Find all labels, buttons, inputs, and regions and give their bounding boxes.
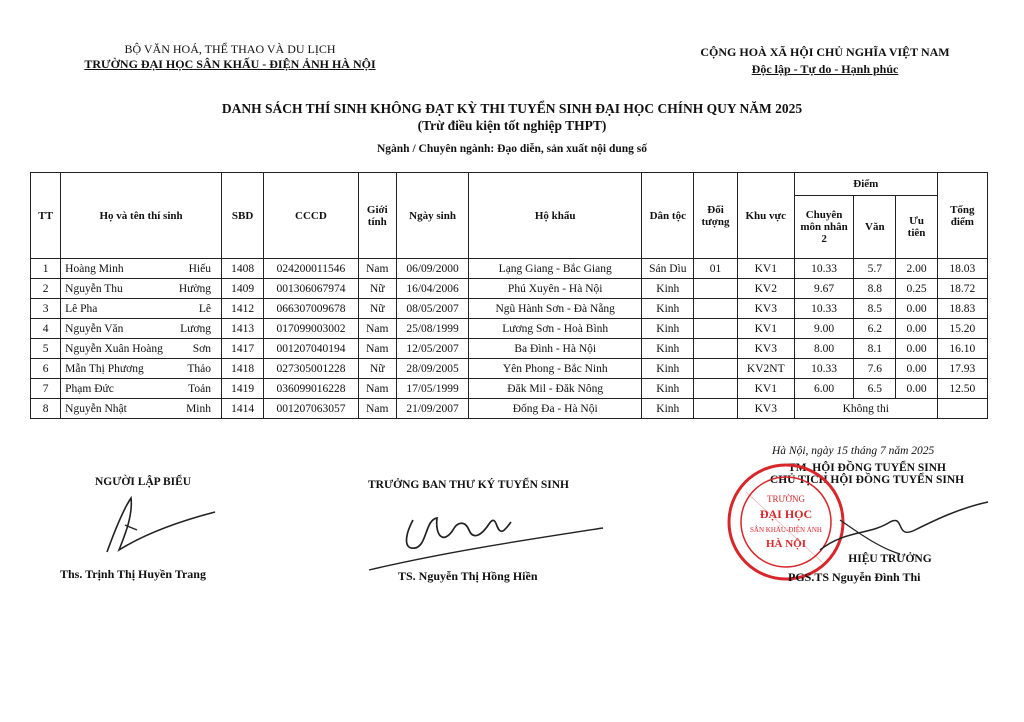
document-title-block (0, 100, 1024, 134)
cell-cccd: 024200011546 (264, 259, 358, 279)
cell-major-score: 10.33 (794, 299, 853, 319)
table-row (31, 339, 988, 359)
cell-total: 18.83 (937, 299, 987, 319)
cell-priority: 01 (694, 259, 737, 279)
seal-line1: TRƯỜNG (767, 494, 805, 504)
seal-line3: SÂN KHẤU-ĐIỆN ẢNH (750, 526, 822, 534)
cell-literature: 8.1 (854, 339, 896, 359)
cell-last-name: Nguyễn Xuân Hoàng (65, 342, 163, 355)
cell-name (61, 299, 222, 319)
cell-ethnic: Kinh (642, 359, 694, 379)
ministry-name: BỘ VĂN HOÁ, THỂ THAO VÀ DU LỊCH (124, 42, 336, 56)
cell-major-score: 10.33 (794, 259, 853, 279)
cell-total: 16.10 (937, 339, 987, 359)
cell-sbd: 1413 (221, 319, 263, 339)
cell-region: KV2NT (737, 359, 794, 379)
cell-last-name: Hoàng Minh (65, 262, 124, 275)
cell-dob: 06/09/2000 (396, 259, 468, 279)
preparer-signature (95, 490, 225, 560)
cell-sbd: 1412 (221, 299, 263, 319)
seal-line4: HÀ NỘI (765, 538, 807, 550)
cell-total (937, 399, 987, 419)
header-literature: Văn (854, 196, 896, 259)
cell-name (61, 359, 222, 379)
cell-literature: 7.6 (854, 359, 896, 379)
cell-total: 15.20 (937, 319, 987, 339)
secretary-title: TRƯỞNG BAN THƯ KÝ TUYỂN SINH (368, 479, 569, 491)
cell-dob: 16/04/2006 (396, 279, 468, 299)
table-row (31, 399, 988, 419)
cell-first-name: Sơn (192, 342, 211, 355)
cell-literature: 6.2 (854, 319, 896, 339)
cell-cccd: 001207040194 (264, 339, 358, 359)
header-score-group: Điểm (794, 173, 937, 196)
cell-last-name: Mẫn Thị Phương (65, 362, 144, 375)
cell-priority (694, 359, 737, 379)
cell-literature: 8.8 (854, 279, 896, 299)
cell-first-name: Thảo (187, 362, 211, 375)
header-priority: Đối tượng (694, 173, 737, 259)
cell-address: Ba Đình - Hà Nội (469, 339, 642, 359)
cell-sbd: 1417 (221, 339, 263, 359)
header-gender: Giới tính (358, 173, 396, 259)
cell-last-name: Lê Pha (65, 302, 98, 315)
cell-absent-note: Không thi (794, 399, 937, 419)
header-cccd: CCCD (264, 173, 358, 259)
cell-ethnic: Kinh (642, 339, 694, 359)
cell-sbd: 1414 (221, 399, 263, 419)
cell-dob: 25/08/1999 (396, 319, 468, 339)
cell-ethnic: Kinh (642, 279, 694, 299)
cell-tt: 7 (31, 379, 61, 399)
header-right (680, 44, 970, 78)
cell-address: Lạng Giang - Bắc Giang (469, 259, 642, 279)
cell-ethnic: Kinh (642, 319, 694, 339)
cell-address: Đống Đa - Hà Nội (469, 399, 642, 419)
header-left (70, 42, 390, 72)
cell-bonus: 2.00 (896, 259, 937, 279)
cell-name (61, 339, 222, 359)
cell-tt: 6 (31, 359, 61, 379)
header-name: Họ và tên thí sinh (61, 173, 222, 259)
table-row (31, 379, 988, 399)
candidates-table (30, 172, 988, 419)
major-line: Ngành / Chuyên ngành: Đạo diễn, sản xuất nội dung số (376, 143, 648, 155)
cell-tt: 8 (31, 399, 61, 419)
header-region: Khu vực (737, 173, 794, 259)
cell-priority (694, 339, 737, 359)
cell-total: 17.93 (937, 359, 987, 379)
cell-literature: 8.5 (854, 299, 896, 319)
cell-first-name: Lương (180, 322, 211, 335)
cell-name (61, 259, 222, 279)
cell-major-score: 8.00 (794, 339, 853, 359)
school-name: TRƯỜNG ĐẠI HỌC SÂN KHẤU - ĐIỆN ẢNH HÀ NỘI (84, 57, 376, 71)
cell-total: 12.50 (937, 379, 987, 399)
cell-total: 18.03 (937, 259, 987, 279)
cell-gender: Nữ (358, 299, 396, 319)
cell-first-name: Toản (188, 382, 211, 395)
cell-sbd: 1418 (221, 359, 263, 379)
cell-first-name: Hiếu (188, 262, 211, 275)
cell-gender: Nam (358, 379, 396, 399)
cell-gender: Nam (358, 399, 396, 419)
cell-region: KV1 (737, 319, 794, 339)
rector-signature (800, 500, 990, 560)
header-bonus: Ưu tiên (896, 196, 937, 259)
issue-date: Hà Nội, ngày 15 tháng 7 năm 2025 (772, 445, 935, 457)
preparer-title: NGƯỜI LẬP BIỂU (95, 476, 192, 488)
cell-last-name: Nguyễn Nhật (65, 402, 127, 415)
cell-ethnic: Kinh (642, 399, 694, 419)
national-motto: Độc lập - Tự do - Hạnh phúc (751, 62, 899, 76)
cell-name (61, 319, 222, 339)
cell-major-score: 9.00 (794, 319, 853, 339)
cell-dob: 21/09/2007 (396, 399, 468, 419)
cell-region: KV1 (737, 379, 794, 399)
header-total: Tổng điểm (937, 173, 987, 259)
cell-tt: 5 (31, 339, 61, 359)
table-row (31, 279, 988, 299)
cell-gender: Nam (358, 339, 396, 359)
document-subtitle: (Trừ điều kiện tốt nghiệp THPT) (417, 118, 607, 133)
cell-name (61, 279, 222, 299)
cell-priority (694, 299, 737, 319)
cell-tt: 3 (31, 299, 61, 319)
cell-region: KV1 (737, 259, 794, 279)
header-address: Hộ khẩu (469, 173, 642, 259)
table-row (31, 359, 988, 379)
rector-name: PGS.TS Nguyễn Đình Thi (788, 570, 921, 584)
cell-first-name: Lê (198, 302, 211, 315)
cell-bonus: 0.00 (896, 299, 937, 319)
cell-address: Lương Sơn - Hoà Bình (469, 319, 642, 339)
cell-address: Yên Phong - Bắc Ninh (469, 359, 642, 379)
preparer-name: Ths. Trịnh Thị Huyền Trang (60, 567, 206, 581)
cell-priority (694, 319, 737, 339)
cell-dob: 12/05/2007 (396, 339, 468, 359)
cell-bonus: 0.25 (896, 279, 937, 299)
cell-bonus: 0.00 (896, 339, 937, 359)
cell-dob: 28/09/2005 (396, 359, 468, 379)
cell-address: Ngũ Hành Sơn - Đà Nẵng (469, 299, 642, 319)
cell-last-name: Nguyễn Văn (65, 322, 124, 335)
cell-literature: 5.7 (854, 259, 896, 279)
header-tt: TT (31, 173, 61, 259)
cell-region: KV3 (737, 299, 794, 319)
cell-dob: 17/05/1999 (396, 379, 468, 399)
cell-name (61, 399, 222, 419)
cell-region: KV3 (737, 399, 794, 419)
cell-priority (694, 399, 737, 419)
secretary-signature (365, 490, 605, 575)
cell-name (61, 379, 222, 399)
cell-first-name: Minh (186, 402, 211, 415)
header-dob: Ngày sinh (396, 173, 468, 259)
cell-gender: Nữ (358, 359, 396, 379)
cell-dob: 08/05/2007 (396, 299, 468, 319)
cell-total: 18.72 (937, 279, 987, 299)
cell-ethnic: Kinh (642, 299, 694, 319)
cell-bonus: 0.00 (896, 319, 937, 339)
cell-cccd: 027305001228 (264, 359, 358, 379)
header-sbd: SBD (221, 173, 263, 259)
cell-cccd: 017099003002 (264, 319, 358, 339)
cell-sbd: 1419 (221, 379, 263, 399)
cell-tt: 4 (31, 319, 61, 339)
cell-priority (694, 379, 737, 399)
cell-major-score: 9.67 (794, 279, 853, 299)
republic-name: CỘNG HOÀ XÃ HỘI CHỦ NGHĨA VIỆT NAM (700, 45, 950, 59)
cell-tt: 1 (31, 259, 61, 279)
cell-priority (694, 279, 737, 299)
cell-sbd: 1408 (221, 259, 263, 279)
document-title: DANH SÁCH THÍ SINH KHÔNG ĐẠT KỲ THI TUYỂN SINH ĐẠI HỌC CHÍNH QUY NĂM 2025 (221, 101, 803, 116)
secretary-name: TS. Nguyễn Thị Hồng Hiền (398, 569, 538, 583)
cell-address: Đăk Mil - Đăk Nông (469, 379, 642, 399)
cell-last-name: Nguyễn Thu (65, 282, 123, 295)
table-row (31, 259, 988, 279)
cell-cccd: 066307009678 (264, 299, 358, 319)
cell-region: KV3 (737, 339, 794, 359)
table-row (31, 299, 988, 319)
cell-cccd: 001207063057 (264, 399, 358, 419)
cell-cccd: 001306067974 (264, 279, 358, 299)
cell-major-score: 10.33 (794, 359, 853, 379)
council-line1: TM. HỘI ĐỒNG TUYỂN SINH (788, 462, 946, 474)
cell-address: Phú Xuyên - Hà Nội (469, 279, 642, 299)
cell-ethnic: Sán Dìu (642, 259, 694, 279)
cell-gender: Nam (358, 319, 396, 339)
cell-bonus: 0.00 (896, 379, 937, 399)
cell-bonus: 0.00 (896, 359, 937, 379)
cell-major-score: 6.00 (794, 379, 853, 399)
cell-first-name: Hường (178, 282, 211, 295)
council-line2: CHỦ TỊCH HỘI ĐỒNG TUYỂN SINH (769, 474, 965, 486)
cell-tt: 2 (31, 279, 61, 299)
seal-line2: ĐẠI HỌC (759, 507, 813, 521)
header-major-score: Chuyên môn nhân 2 (794, 196, 853, 259)
rector-title: HIỆU TRƯỞNG (848, 553, 932, 565)
cell-sbd: 1409 (221, 279, 263, 299)
cell-cccd: 036099016228 (264, 379, 358, 399)
cell-literature: 6.5 (854, 379, 896, 399)
table-row (31, 319, 988, 339)
cell-gender: Nam (358, 259, 396, 279)
cell-gender: Nữ (358, 279, 396, 299)
cell-region: KV2 (737, 279, 794, 299)
cell-ethnic: Kinh (642, 379, 694, 399)
cell-last-name: Phạm Đức (65, 382, 114, 395)
header-ethnic: Dân tộc (642, 173, 694, 259)
